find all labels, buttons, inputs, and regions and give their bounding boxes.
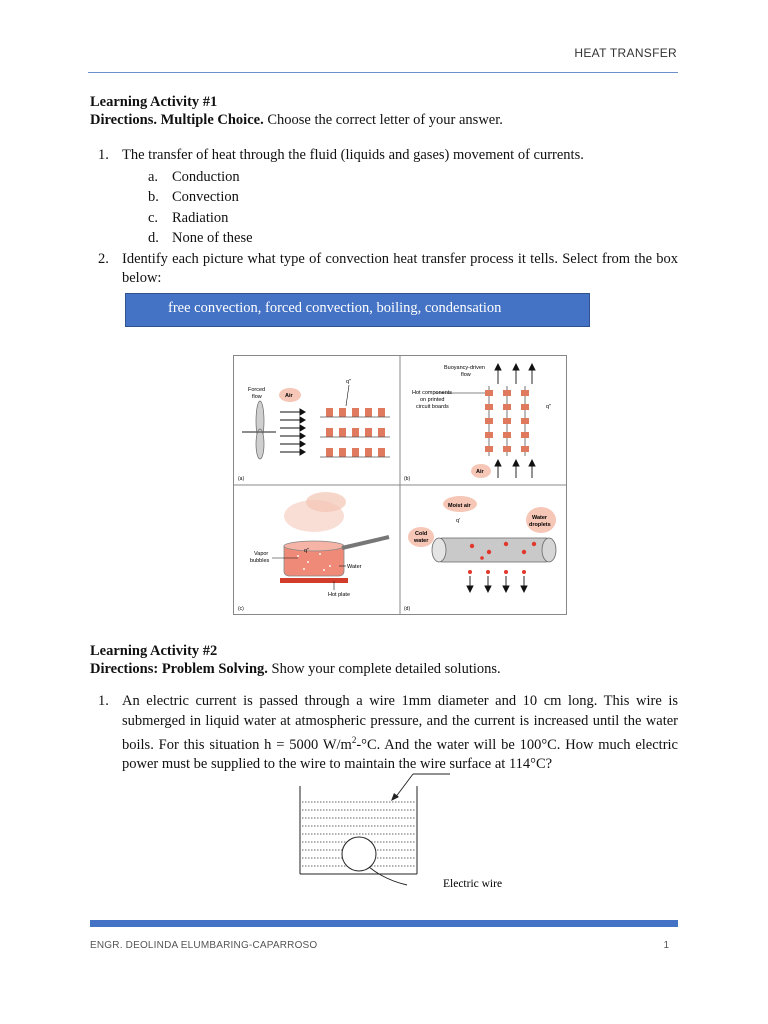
activity-2	[90, 642, 678, 775]
forced-flow-label: Forced	[248, 387, 266, 393]
water-label: Water	[347, 564, 362, 570]
header-title: HEAT TRANSFER	[574, 46, 677, 60]
page-number: 1	[663, 940, 669, 951]
hot-plate-label: Hot plate	[328, 592, 351, 598]
moist-air-label: Moist air	[448, 503, 471, 509]
footer-author: ENGR. DEOLINDA ELUMBARING-CAPARROSO	[90, 940, 318, 951]
wire-figure	[295, 772, 515, 897]
hot-components-label-2: on printed	[420, 397, 445, 403]
footer-divider	[90, 920, 678, 927]
buoyancy-label-2: flow	[461, 372, 471, 378]
heat-flux-label: q''	[546, 404, 552, 410]
activity-1-directions	[90, 111, 678, 129]
activity-2-directions	[90, 660, 678, 678]
cold-water-label-2: water	[414, 538, 429, 544]
directions-text: Choose the correct letter of your answer.	[263, 112, 503, 128]
hot-components-label-3: circuit boards	[416, 404, 449, 410]
option-letter: b.	[148, 189, 159, 205]
option-text: Convection	[172, 189, 239, 205]
heat-flux-label: q'	[456, 518, 461, 524]
problem-text-a: An electric current is passed through a wire 1mm diameter and 10 cm long. This wire is submerged in liquid water at atmospheric pressure, and the current is increased until the water boils. For this situation h = 5000 W/m	[122, 693, 678, 753]
panel-d	[404, 496, 556, 612]
activity-1-title: Learning Activity #1	[90, 94, 218, 110]
option-letter: a.	[148, 168, 159, 185]
heat-flux-label: q''	[304, 548, 310, 554]
water-droplets-label-2: droplets	[529, 522, 551, 528]
electric-wire-label: Electric wire	[443, 878, 503, 890]
vapor-bubbles-label: Vapor	[254, 551, 269, 557]
option-d	[148, 229, 678, 250]
question-1	[90, 146, 678, 166]
buoyancy-label: Buoyancy-driven	[444, 365, 485, 371]
directions-label: Directions: Problem Solving.	[90, 661, 268, 677]
convection-figure-svg	[234, 356, 566, 614]
problem-number: 1.	[98, 693, 109, 709]
header-divider	[88, 72, 678, 73]
air-label: Air	[476, 469, 484, 475]
problem-text	[122, 692, 678, 775]
question-number: 1.	[98, 147, 109, 163]
wire-figure-svg	[295, 772, 515, 897]
directions-label: Directions. Multiple Choice.	[90, 112, 264, 128]
forced-flow-label-2: flow	[252, 394, 262, 400]
panel-b	[404, 364, 551, 482]
cold-water-label: Cold	[415, 531, 428, 537]
panel-b-label: (b)	[404, 476, 411, 482]
question-text: Identify each picture what type of convection heat transfer process it tells. Select from the box below:	[122, 250, 678, 286]
hot-components-label: Hot components	[412, 390, 453, 396]
question-2	[90, 250, 678, 289]
panel-c	[238, 492, 389, 612]
activity-2-title: Learning Activity #2	[90, 643, 218, 659]
panel-a-label: (a)	[238, 476, 245, 482]
problem-text-sup: 2	[351, 735, 357, 745]
problem-1	[90, 692, 678, 775]
air-label: Air	[285, 393, 293, 399]
panel-d-label: (d)	[404, 606, 411, 612]
option-letter: c.	[148, 209, 159, 226]
panel-c-label: (c)	[238, 606, 244, 612]
water-droplets-label: Water	[532, 515, 548, 521]
answer-choices-box: free convection, forced convection, boiling, condensation	[125, 293, 590, 327]
option-b	[148, 188, 678, 209]
option-text: Radiation	[172, 209, 229, 226]
option-letter: d.	[148, 230, 159, 246]
question-1-options	[148, 168, 678, 250]
activity-1	[90, 93, 678, 289]
problem-text-b: -°C. And the water will be 100°C. How much electric power must be supplied to the wire to maintain the wire surface at 114°C?	[122, 736, 678, 773]
convection-figure	[233, 355, 567, 615]
option-text: None of these	[172, 230, 253, 246]
question-text: The transfer of heat through the fluid (liquids and gases) movement of currents.	[122, 147, 584, 163]
option-a	[148, 168, 678, 189]
panel-a	[238, 379, 390, 482]
option-text: Conduction	[172, 168, 240, 185]
heat-flux-label: q''	[346, 379, 352, 385]
question-number: 2.	[98, 250, 109, 267]
option-c	[148, 209, 678, 230]
vapor-bubbles-label-2: bubbles	[250, 558, 270, 564]
directions-text: Show your complete detailed solutions.	[267, 661, 501, 677]
